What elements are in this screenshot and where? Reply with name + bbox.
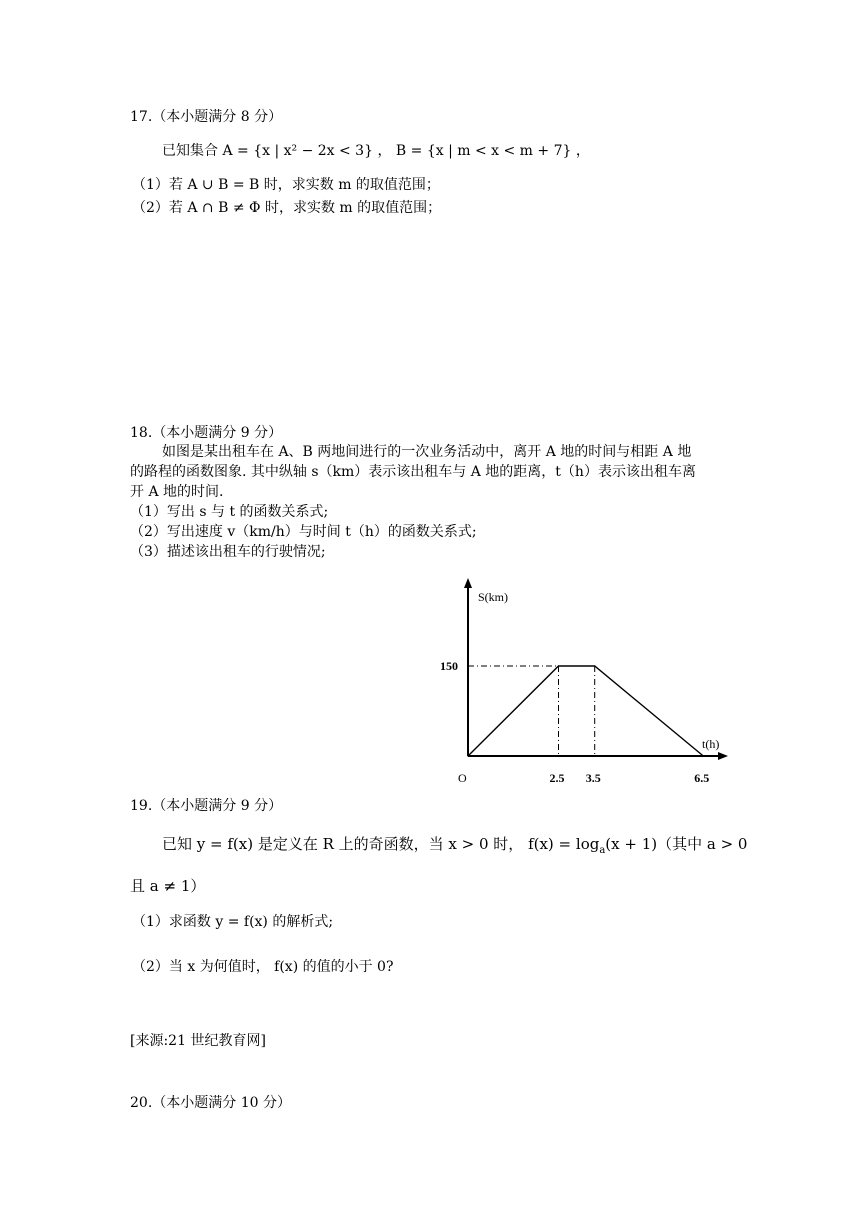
q17-given: 已知集合 A = {x | x² − 2x < 3} ， B = {x | m < x < m + 7} ， bbox=[162, 143, 590, 159]
q18-part3: （3）描述该出租车的行驶情况; bbox=[130, 544, 326, 560]
q19-part2: （2）当 x 为何值时， f(x) 的值的小于 0? bbox=[132, 959, 394, 975]
x-tick-label: 6.5 bbox=[694, 771, 710, 785]
y-axis-label: S(km) bbox=[478, 590, 508, 604]
q17-part2: （2）若 A ∩ B ≠ Φ 时，求实数 m 的取值范围； bbox=[132, 200, 442, 216]
x-axis-arrow bbox=[718, 752, 728, 760]
origin-label: O bbox=[458, 771, 467, 785]
x-axis-label: t(h) bbox=[702, 737, 720, 751]
q18-text-3: 开 A 地的时间. bbox=[130, 484, 224, 500]
data-point bbox=[558, 665, 559, 666]
q19-log-base: a bbox=[599, 845, 606, 856]
q19-title: 19.（本小题满分 9 分） bbox=[130, 798, 283, 814]
q19-part1: （1）求函数 y = f(x) 的解析式; bbox=[132, 914, 334, 930]
q19-given-line1 bbox=[162, 835, 747, 860]
q18-text-1: 如图是某出租车在 A、B 两地间进行的一次业务活动中，离开 A 地的时间与相距 A 地 bbox=[162, 444, 692, 460]
q19-given-end: (x + 1)（其中 a > 0 bbox=[605, 835, 748, 853]
x-tick-label: 2.5 bbox=[549, 771, 565, 785]
distance-time-chart bbox=[430, 570, 740, 795]
data-point bbox=[703, 755, 704, 756]
q19-given-text: 已知 y = f(x) 是定义在 R 上的奇函数，当 x > 0 时， f(x) = log bbox=[162, 835, 600, 853]
series-line bbox=[468, 666, 703, 756]
x-tick-label: 3.5 bbox=[585, 771, 601, 785]
data-point bbox=[467, 755, 468, 756]
q20-title: 20.（本小题满分 10 分） bbox=[130, 1095, 291, 1111]
q19-given-line2: 且 a ≠ 1） bbox=[130, 877, 206, 895]
q17-part1: （1）若 A ∪ B = B 时，求实数 m 的取值范围； bbox=[132, 177, 440, 193]
q18-part1: （1）写出 s 与 t 的函数关系式; bbox=[130, 504, 329, 520]
q18-part2: （2）写出速度 v（km/h）与时间 t（h）的函数关系式; bbox=[130, 524, 477, 540]
q18-text-2: 的路程的函数图象. 其中纵轴 s（km）表示该出租车与 A 地的距离，t（h）表示该出租车离 bbox=[130, 464, 696, 480]
q18-title: 18.（本小题满分 9 分） bbox=[130, 425, 283, 441]
data-point bbox=[594, 665, 595, 666]
source-note: [来源:21 世纪教育网] bbox=[130, 1033, 266, 1049]
y-tick-label: 150 bbox=[440, 659, 458, 673]
q17-title: 17.（本小题满分 8 分） bbox=[130, 109, 283, 125]
y-axis-arrow bbox=[464, 578, 472, 588]
